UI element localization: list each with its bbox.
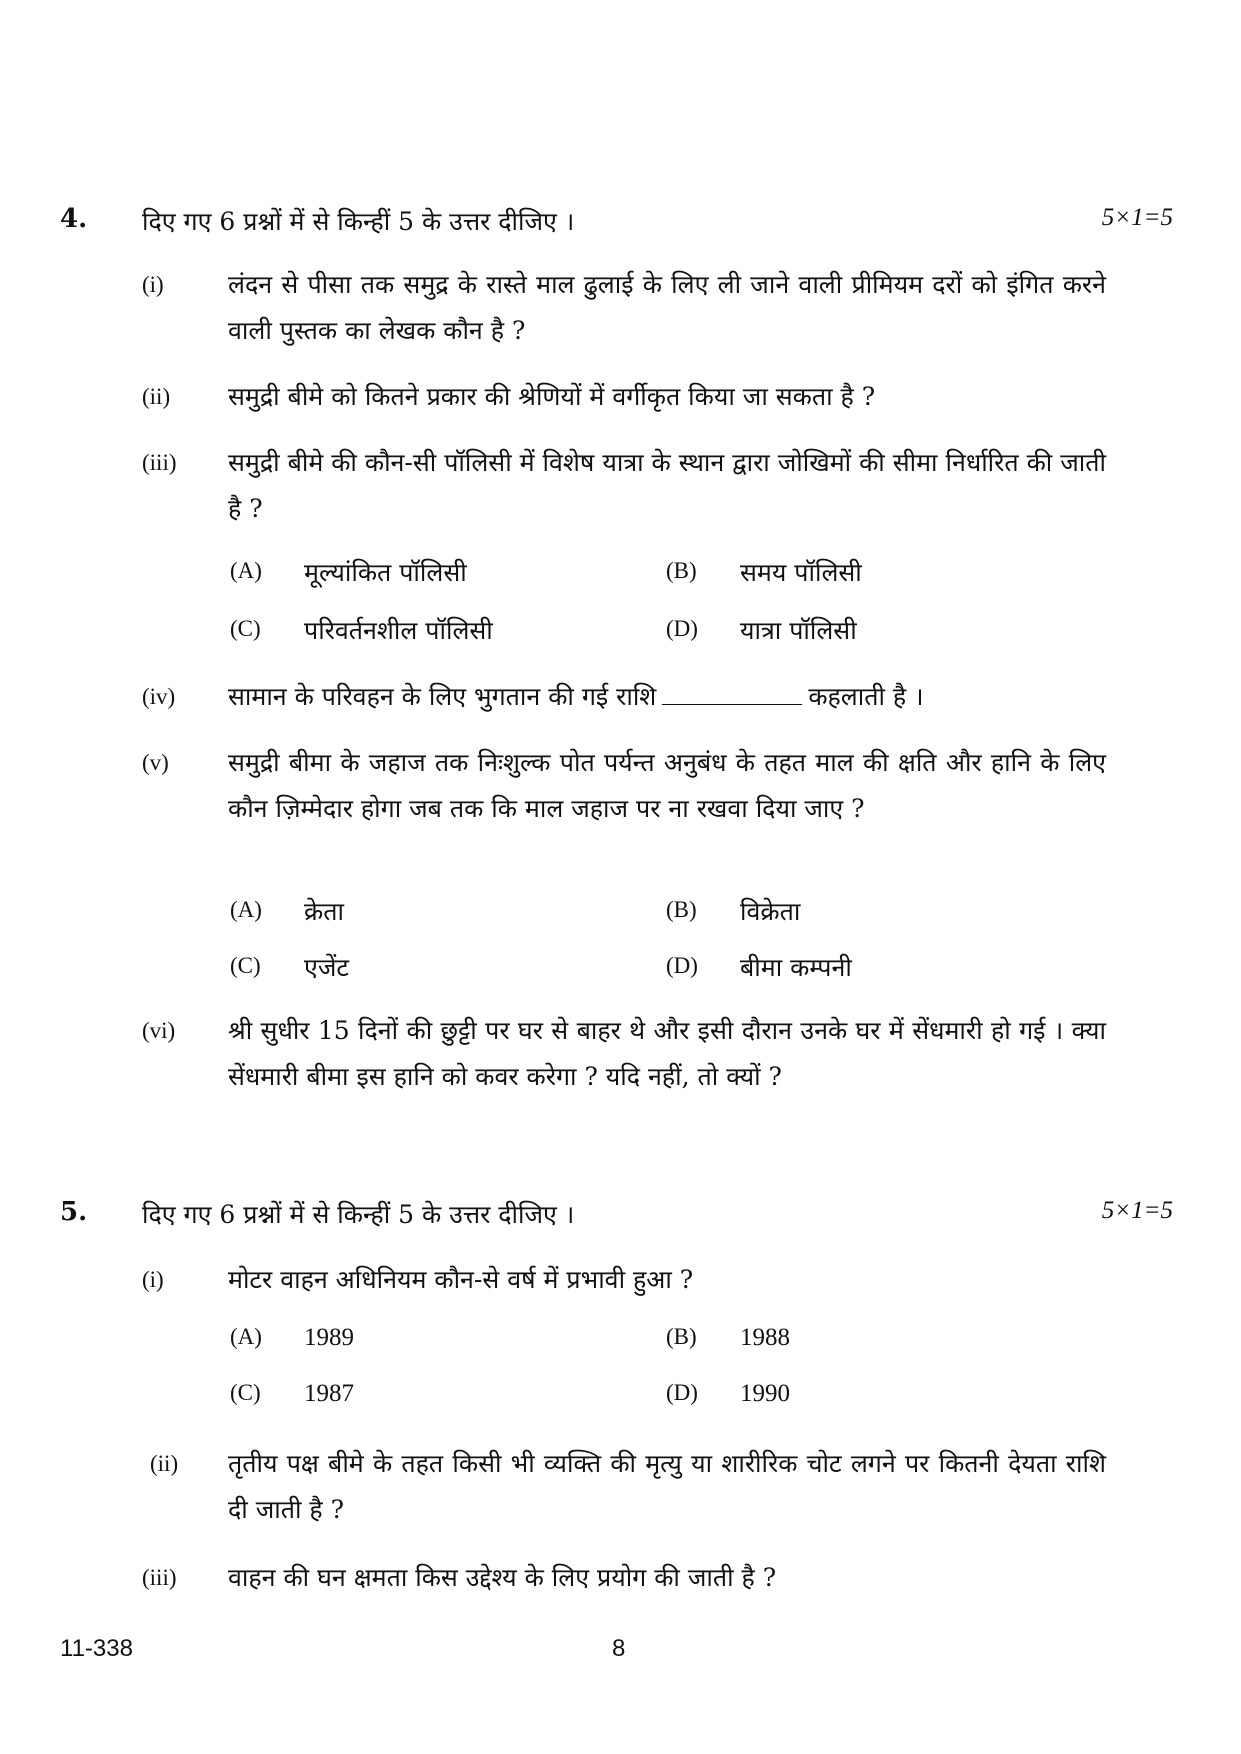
q5-i-option-b-label: (B) bbox=[666, 1324, 697, 1349]
q5-i-option-a-label: (A) bbox=[230, 1324, 262, 1349]
q4-iv-label: (iv) bbox=[142, 684, 176, 709]
q4-instruction: दिए गए 6 प्रश्नों में से किन्हीं 5 के उत्तर दीजिए । bbox=[142, 207, 575, 236]
q4-iii-option-d: यात्रा पॉलिसी bbox=[740, 616, 857, 645]
q4-v-label: (v) bbox=[142, 750, 169, 775]
q4-vi-text: श्री सुधीर 15 दिनों की छुट्टी पर घर से बाहर थे और इसी दौरान उनके घर में सेंधमारी हो गई । क्या सेंधमारी बीमा इस हानि को कवर करेगा ? यदि नहीं, तो क्यों ? bbox=[228, 1016, 1106, 1091]
q5-ii-label: (ii) bbox=[150, 1451, 179, 1476]
q4-marks: 5×1=5 bbox=[1101, 204, 1173, 231]
q4-i-label: (i) bbox=[142, 272, 164, 297]
q4-iii-option-a-label: (A) bbox=[230, 558, 262, 583]
q5-iii-text: वाहन की घन क्षमता किस उद्देश्य के लिए प्रयोग की जाती है ? bbox=[228, 1563, 777, 1592]
q4-v-option-a-label: (A) bbox=[230, 897, 262, 922]
q4-number: 4. bbox=[60, 204, 88, 234]
q5-i-option-c-label: (C) bbox=[230, 1380, 261, 1405]
q4-iii-option-a: मूल्यांकित पॉलिसी bbox=[304, 558, 467, 587]
q4-iii-option-d-label: (D) bbox=[666, 616, 698, 641]
q4-iii-option-c: परिवर्तनशील पॉलिसी bbox=[304, 616, 493, 645]
q5-iii-label: (iii) bbox=[142, 1565, 177, 1590]
paper-code: 11-338 bbox=[60, 1635, 133, 1662]
q4-v-option-a: क्रेता bbox=[304, 897, 344, 926]
q5-i-option-a: 1989 bbox=[304, 1324, 354, 1351]
q4-ii-text: समुद्री बीमे को कितने प्रकार की श्रेणियों में वर्गीकृत किया जा सकता है ? bbox=[228, 382, 876, 411]
q5-number: 5. bbox=[60, 1197, 88, 1227]
q4-iii-option-b-label: (B) bbox=[666, 558, 697, 583]
q4-ii-label: (ii) bbox=[142, 384, 171, 409]
q4-v-option-b-label: (B) bbox=[666, 897, 697, 922]
q4-iii-option-c-label: (C) bbox=[230, 616, 261, 641]
q4-v-option-c: एजेंट bbox=[304, 953, 349, 982]
q5-i-option-d: 1990 bbox=[740, 1380, 790, 1407]
page-number: 8 bbox=[612, 1635, 626, 1662]
q5-i-text: मोटर वाहन अधिनियम कौन-से वर्ष में प्रभावी हुआ ? bbox=[228, 1265, 694, 1294]
q4-iv-blank bbox=[662, 704, 802, 705]
q4-v-option-d: बीमा कम्पनी bbox=[740, 953, 852, 982]
q5-ii-text: तृतीय पक्ष बीमे के तहत किसी भी व्यक्ति की मृत्यु या शारीरिक चोट लगने पर कितनी देयता राशि दी जाती है ? bbox=[228, 1449, 1106, 1524]
q5-i-option-d-label: (D) bbox=[666, 1380, 698, 1405]
q4-v-option-d-label: (D) bbox=[666, 953, 698, 978]
q4-iii-text: समुद्री बीमे की कौन-सी पॉलिसी में विशेष यात्रा के स्थान द्वारा जोखिमों की सीमा निर्धारित की जाती है ? bbox=[228, 448, 1106, 523]
q5-i-label: (i) bbox=[142, 1267, 164, 1292]
q4-vi-label: (vi) bbox=[142, 1018, 176, 1043]
q4-v-option-b: विक्रेता bbox=[740, 897, 801, 926]
q4-iii-option-b: समय पॉलिसी bbox=[740, 558, 862, 587]
q4-i-text: लंदन से पीसा तक समुद्र के रास्ते माल ढुलाई के लिए ली जाने वाली प्रीमियम दरों को इंगित करने वाली पुस्तक का लेखक कौन है ? bbox=[228, 270, 1106, 345]
q5-instruction: दिए गए 6 प्रश्नों में से किन्हीं 5 के उत्तर दीजिए । bbox=[142, 1200, 575, 1229]
q4-v-option-c-label: (C) bbox=[230, 953, 261, 978]
q4-iv-text-after: कहलाती है । bbox=[808, 682, 924, 711]
q4-iv-text bbox=[228, 674, 1106, 720]
q4-iii-label: (iii) bbox=[142, 450, 177, 475]
q5-i-option-b: 1988 bbox=[740, 1324, 790, 1351]
q4-v-text: समुद्री बीमा के जहाज तक निःशुल्क पोत पर्यन्त अनुबंध के तहत माल की क्षति और हानि के लिए कौन ज़िम्मेदार होगा जब तक कि माल जहाज पर ना रखवा दिया जाए ? bbox=[228, 748, 1106, 823]
q5-marks: 5×1=5 bbox=[1101, 1197, 1173, 1224]
q4-iv-text-before: सामान के परिवहन के लिए भुगतान की गई राशि bbox=[228, 682, 657, 711]
q5-i-option-c: 1987 bbox=[304, 1380, 354, 1407]
